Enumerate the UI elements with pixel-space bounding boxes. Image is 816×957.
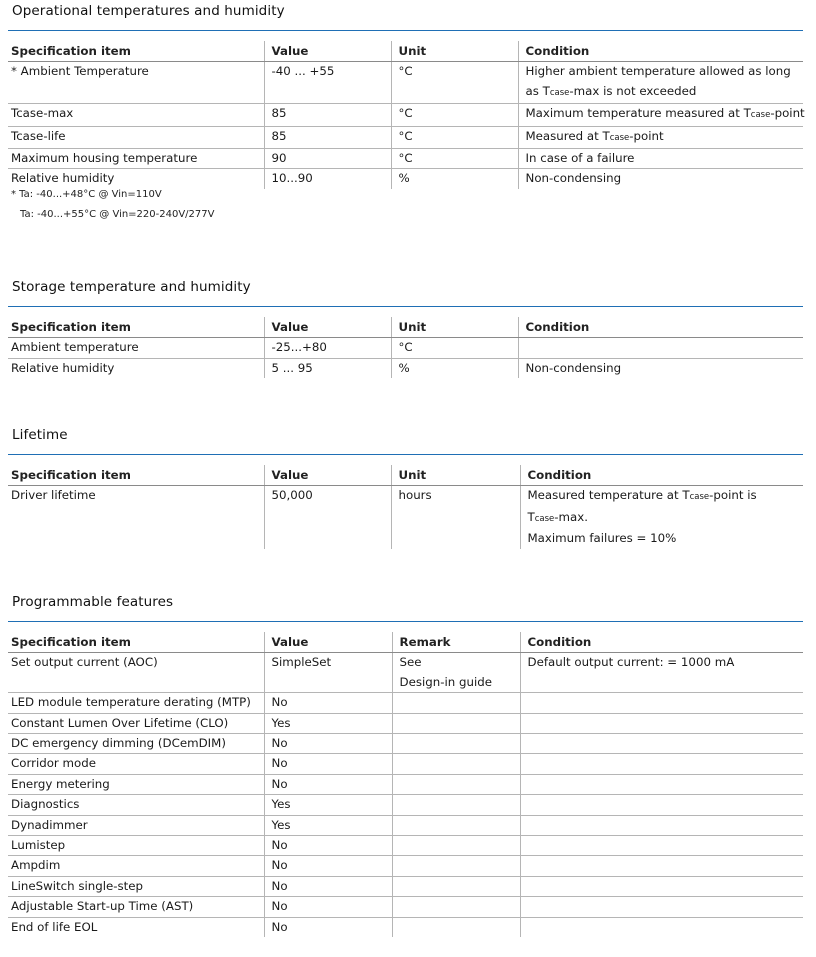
cell-condition <box>520 836 803 856</box>
cell-unit: °C <box>391 338 518 358</box>
cell-remark <box>392 897 520 917</box>
operational-table <box>8 41 803 189</box>
cell-condition <box>518 126 803 148</box>
cell-condition <box>520 815 803 835</box>
cell-remark <box>392 876 520 896</box>
cell-value: No <box>264 856 392 876</box>
table-row <box>8 795 803 815</box>
cell-item: Dynadimmer <box>8 815 264 835</box>
storage-section <box>8 279 803 379</box>
header-value: Value <box>264 41 391 62</box>
table-row <box>8 856 803 876</box>
cell-value: 85 <box>264 126 391 148</box>
cell-value: No <box>264 897 392 917</box>
section-title: Operational temperatures and humidity <box>12 3 285 19</box>
cell-condition: Default output current: = 1000 mA <box>520 653 803 693</box>
programmable-table-body <box>8 653 803 937</box>
section-title: Storage temperature and humidity <box>12 279 251 295</box>
condition-text: -point <box>770 106 805 121</box>
cell-condition <box>520 795 803 815</box>
operational-section <box>8 3 803 228</box>
cell-unit: °C <box>391 149 518 169</box>
cell-value: -25...+80 <box>264 338 391 358</box>
table-row <box>8 693 803 713</box>
cell-item: Maximum housing temperature <box>8 149 264 169</box>
cell-item: Ampdim <box>8 856 264 876</box>
cell-condition <box>520 897 803 917</box>
table-row <box>8 836 803 856</box>
condition-subscript: case <box>534 513 555 524</box>
cell-remark <box>392 713 520 733</box>
cell-item: Relative humidity <box>11 360 115 375</box>
cell-item: Relative humidity <box>11 171 115 186</box>
table-row <box>8 734 803 754</box>
condition-text: -max. <box>554 509 588 524</box>
cell-unit: °C <box>391 126 518 148</box>
header-condition: Condition <box>520 465 803 486</box>
condition-text: Maximum failures = 10% <box>527 531 677 546</box>
header-unit: Unit <box>391 41 518 62</box>
table-row <box>8 104 803 126</box>
header-spec-item: Specification item <box>8 632 264 653</box>
cell-value: -40 ... +55 <box>264 62 391 104</box>
cell-item: Driver lifetime <box>11 488 96 503</box>
cell-value: 50,000 <box>264 486 391 549</box>
table-row <box>8 358 803 378</box>
condition-text: Measured temperature at T <box>527 488 690 503</box>
cell-item: LED module temperature derating (MTP) <box>8 693 264 713</box>
cell-value: Yes <box>264 815 392 835</box>
table-row <box>8 149 803 169</box>
table-row <box>8 897 803 917</box>
table-header-row <box>8 465 803 486</box>
condition-text: T <box>527 509 535 524</box>
cell-item: End of life EOL <box>11 919 98 934</box>
cell-item: * Ambient Temperature <box>8 62 264 104</box>
cell-value: No <box>264 693 392 713</box>
table-row <box>8 62 803 104</box>
cell-condition <box>520 754 803 774</box>
cell-condition: Non-condensing <box>518 358 803 378</box>
cell-value: SimpleSet <box>264 653 392 693</box>
cell-value: 5 ... 95 <box>264 358 391 378</box>
cell-value: No <box>264 754 392 774</box>
table-row <box>8 815 803 835</box>
table-row <box>8 713 803 733</box>
section-divider <box>8 30 803 31</box>
header-spec-item: Specification item <box>8 317 264 338</box>
cell-condition <box>520 693 803 713</box>
condition-text: as T <box>525 83 550 98</box>
header-spec-item: Specification item <box>8 465 264 486</box>
header-unit: Unit <box>391 317 518 338</box>
cell-value: Yes <box>264 795 392 815</box>
cell-remark <box>392 734 520 754</box>
cell-remark <box>392 774 520 794</box>
cell-value: No <box>264 917 392 937</box>
cell-remark <box>392 836 520 856</box>
table-row <box>8 126 803 148</box>
cell-item: Adjustable Start-up Time (AST) <box>8 897 264 917</box>
table-row <box>8 774 803 794</box>
cell-value: 10...90 <box>264 169 391 189</box>
cell-condition: Non-condensing <box>518 169 803 189</box>
header-condition: Condition <box>520 632 803 653</box>
header-value: Value <box>264 632 392 653</box>
footnote-ta-110v: * Ta: -40...+48°C @ Vin=110V <box>11 189 162 200</box>
cell-item: Tcase-max <box>8 104 264 126</box>
cell-item: Energy metering <box>8 774 264 794</box>
header-remark: Remark <box>392 632 520 653</box>
cell-remark <box>392 815 520 835</box>
cell-unit: % <box>391 358 518 378</box>
cell-item: DC emergency dimming (DCemDIM) <box>8 734 264 754</box>
cell-unit: °C <box>391 104 518 126</box>
condition-text: -max is not exceeded <box>569 83 697 98</box>
cell-condition <box>520 856 803 876</box>
condition-text: -point <box>629 128 664 143</box>
table-row <box>8 917 803 937</box>
cell-item: Tcase-life <box>8 126 264 148</box>
cell-value: 85 <box>264 104 391 126</box>
section-divider <box>8 621 803 622</box>
cell-value: No <box>264 836 392 856</box>
condition-text: Higher ambient temperature allowed as long <box>525 64 791 79</box>
table-row <box>8 486 803 549</box>
cell-condition <box>520 917 803 937</box>
cell-remark <box>392 856 520 876</box>
condition-subscript: case <box>549 87 570 98</box>
header-condition: Condition <box>518 317 803 338</box>
condition-text: Measured at T <box>525 128 610 143</box>
section-divider <box>8 306 803 307</box>
table-row <box>8 653 803 693</box>
header-value: Value <box>264 465 391 486</box>
cell-condition <box>518 104 803 126</box>
header-unit: Unit <box>391 465 520 486</box>
section-divider <box>8 454 803 455</box>
header-spec-item: Specification item <box>8 41 264 62</box>
cell-item: Lumistep <box>8 836 264 856</box>
cell-condition <box>520 876 803 896</box>
cell-remark: See Design-in guide <box>392 653 520 693</box>
cell-condition: In case of a failure <box>518 149 803 169</box>
condition-subscript: case <box>750 110 771 121</box>
table-header-row <box>8 632 803 653</box>
cell-unit: hours <box>391 486 520 549</box>
section-title: Lifetime <box>12 427 68 443</box>
cell-remark <box>392 754 520 774</box>
cell-unit: % <box>391 169 518 189</box>
cell-item: Ambient temperature <box>8 338 264 358</box>
table-header-row <box>8 317 803 338</box>
cell-condition <box>518 338 803 358</box>
lifetime-section <box>8 427 803 552</box>
cell-condition <box>518 62 803 104</box>
table-row <box>8 169 803 189</box>
cell-unit: °C <box>391 62 518 104</box>
condition-text: -point is <box>709 488 757 503</box>
table-row <box>8 754 803 774</box>
condition-text: Maximum temperature measured at T <box>525 106 751 121</box>
condition-subscript: case <box>689 492 710 503</box>
cell-remark <box>392 693 520 713</box>
table-row <box>8 876 803 896</box>
cell-remark <box>392 917 520 937</box>
storage-table <box>8 317 803 378</box>
cell-condition <box>520 774 803 794</box>
programmable-section <box>8 594 803 934</box>
programmable-table <box>8 632 803 937</box>
cell-condition <box>520 734 803 754</box>
section-title: Programmable features <box>12 594 174 610</box>
cell-item: Corridor mode <box>8 754 264 774</box>
cell-value: Yes <box>264 713 392 733</box>
footnote-ta-220v: Ta: -40...+55°C @ Vin=220-240V/277V <box>20 209 215 220</box>
table-row <box>8 338 803 358</box>
table-header-row <box>8 41 803 62</box>
header-condition: Condition <box>518 41 803 62</box>
cell-value: 90 <box>264 149 391 169</box>
cell-item: Constant Lumen Over Lifetime (CLO) <box>8 713 264 733</box>
lifetime-table <box>8 465 803 549</box>
cell-item: LineSwitch single-step <box>8 876 264 896</box>
cell-item: Diagnostics <box>8 795 264 815</box>
cell-item: Set output current (AOC) <box>8 653 264 693</box>
cell-value: No <box>264 734 392 754</box>
cell-condition <box>520 713 803 733</box>
cell-value: No <box>264 774 392 794</box>
header-value: Value <box>264 317 391 338</box>
cell-condition <box>520 486 803 549</box>
condition-subscript: case <box>609 132 630 143</box>
cell-value: No <box>264 876 392 896</box>
cell-remark <box>392 795 520 815</box>
